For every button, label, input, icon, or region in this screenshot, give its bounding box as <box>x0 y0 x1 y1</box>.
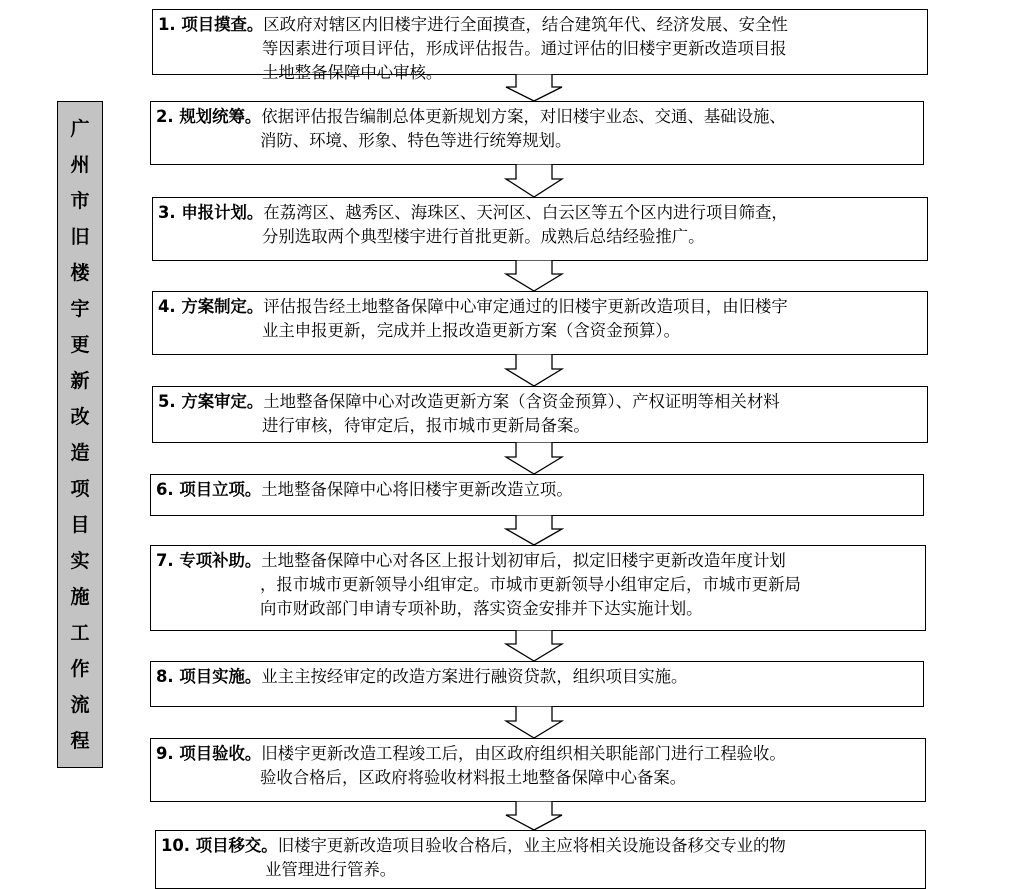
step-heading: 8. 项目实施。 <box>156 667 262 686</box>
step-text: 依据评估报告编制总体更新规划方案，对旧楼宇业态、交通、基础设施、 <box>261 107 786 126</box>
step-line <box>158 390 921 414</box>
step-line: 分别选取两个典型楼宇进行首批更新。成熟后总结经验推广。 <box>262 227 705 246</box>
step-text: 土地整备保障中心对改造更新方案（含资金预算）、产权证明等相关材料 <box>263 392 780 411</box>
sidebar-title-char: 更 <box>70 334 90 356</box>
step-text: 业主主按经审定的改造方案进行融资贷款，组织项目实施。 <box>261 667 688 686</box>
step-text: 区政府对辖区内旧楼宇进行全面摸查，结合建筑年代、经济发展、安全性 <box>263 15 788 34</box>
sidebar-title-char: 目 <box>70 514 90 536</box>
step-line <box>158 201 921 225</box>
step-heading: 6. 项目立项。 <box>156 480 262 499</box>
sidebar-title-char: 市 <box>70 190 90 212</box>
sidebar-title-char: 流 <box>70 694 90 716</box>
sidebar-title-char: 改 <box>70 406 90 428</box>
step-text: 评估报告经土地整备保障中心审定通过的旧楼宇更新改造项目，由旧楼宇 <box>263 297 788 316</box>
step-line <box>156 742 919 766</box>
sidebar-title-char: 造 <box>70 442 90 464</box>
step-box <box>152 291 928 355</box>
step-line: 土地整备保障中心审核。 <box>262 63 443 82</box>
down-arrow-icon <box>504 706 564 739</box>
step-box <box>150 661 924 707</box>
sidebar-title-char: 程 <box>70 730 90 752</box>
down-arrow-icon <box>504 515 564 546</box>
step-line <box>161 834 919 858</box>
step-line: 进行审核，待审定后，报市城市更新局备案。 <box>262 416 590 435</box>
step-heading: 10. 项目移交。 <box>161 836 278 855</box>
step-line: 等因素进行项目评估，形成评估报告。通过评估的旧楼宇更新改造项目报 <box>262 39 787 58</box>
sidebar-title-char: 实 <box>70 550 90 572</box>
step-line: 业管理进行管养。 <box>265 860 397 879</box>
step-text: 在荔湾区、越秀区、海珠区、天河区、白云区等五个区内进行项目筛查， <box>263 203 788 222</box>
down-arrow-icon <box>504 164 564 198</box>
sidebar-title-char: 旧 <box>70 226 90 248</box>
step-line: 消防、环境、形象、特色等进行统筹规划。 <box>260 131 572 150</box>
sidebar-title-char: 作 <box>70 658 90 680</box>
sidebar-title-char: 楼 <box>70 262 90 284</box>
step-box <box>152 197 928 261</box>
sidebar-title-char: 施 <box>70 586 90 608</box>
step-heading: 5. 方案审定。 <box>158 392 264 411</box>
step-line <box>156 105 917 129</box>
process-title-sidebar <box>57 101 103 768</box>
sidebar-title-char: 宇 <box>70 298 90 320</box>
sidebar-title-char: 广 <box>70 118 90 140</box>
step-line: 业主申报更新，完成并上报改造更新方案（含资金预算）。 <box>262 321 680 340</box>
step-text: 旧楼宇更新改造项目验收合格后，业主应将相关设施设备移交专业的物 <box>277 836 786 855</box>
step-heading: 9. 项目验收。 <box>156 744 262 763</box>
sidebar-title-char: 工 <box>70 622 90 644</box>
down-arrow-icon <box>504 801 564 831</box>
sidebar-title-char: 州 <box>70 154 90 176</box>
step-text: 旧楼宇更新改造工程竣工后，由区政府组织相关职能部门进行工程验收。 <box>261 744 786 763</box>
step-line: 验收合格后，区政府将验收材料报土地整备保障中心备案。 <box>260 768 687 787</box>
down-arrow-icon <box>504 260 564 292</box>
step-heading: 2. 规划统筹。 <box>156 107 262 126</box>
step-box <box>150 474 924 516</box>
down-arrow-icon <box>504 354 564 387</box>
down-arrow-icon <box>504 442 564 475</box>
step-box <box>152 386 928 443</box>
step-line <box>156 549 919 573</box>
sidebar-title-char: 新 <box>70 370 90 392</box>
step-line: ，报市城市更新领导小组审定。市城市更新领导小组审定后，市城市更新局 <box>260 575 801 594</box>
down-arrow-icon <box>504 74 564 102</box>
step-line <box>156 665 917 689</box>
step-heading: 4. 方案制定。 <box>158 297 264 316</box>
step-text: 土地整备保障中心对各区上报计划初审后，拟定旧楼宇更新改造年度计划 <box>261 551 786 570</box>
step-box <box>150 101 924 165</box>
step-box <box>150 738 926 802</box>
step-line: 向市财政部门申请专项补助，落实资金安排并下达实施计划。 <box>260 599 703 618</box>
step-line <box>156 478 917 502</box>
step-line <box>158 13 921 37</box>
step-box <box>152 9 928 82</box>
step-heading: 7. 专项补助。 <box>156 551 262 570</box>
sidebar-title-char: 项 <box>70 478 90 500</box>
step-heading: 1. 项目摸查。 <box>158 15 264 34</box>
step-heading: 3. 申报计划。 <box>158 203 264 222</box>
step-text: 土地整备保障中心将旧楼宇更新改造立项。 <box>261 480 573 499</box>
step-box <box>155 830 926 889</box>
down-arrow-icon <box>504 630 564 662</box>
step-line <box>158 295 921 319</box>
step-box <box>150 545 926 631</box>
